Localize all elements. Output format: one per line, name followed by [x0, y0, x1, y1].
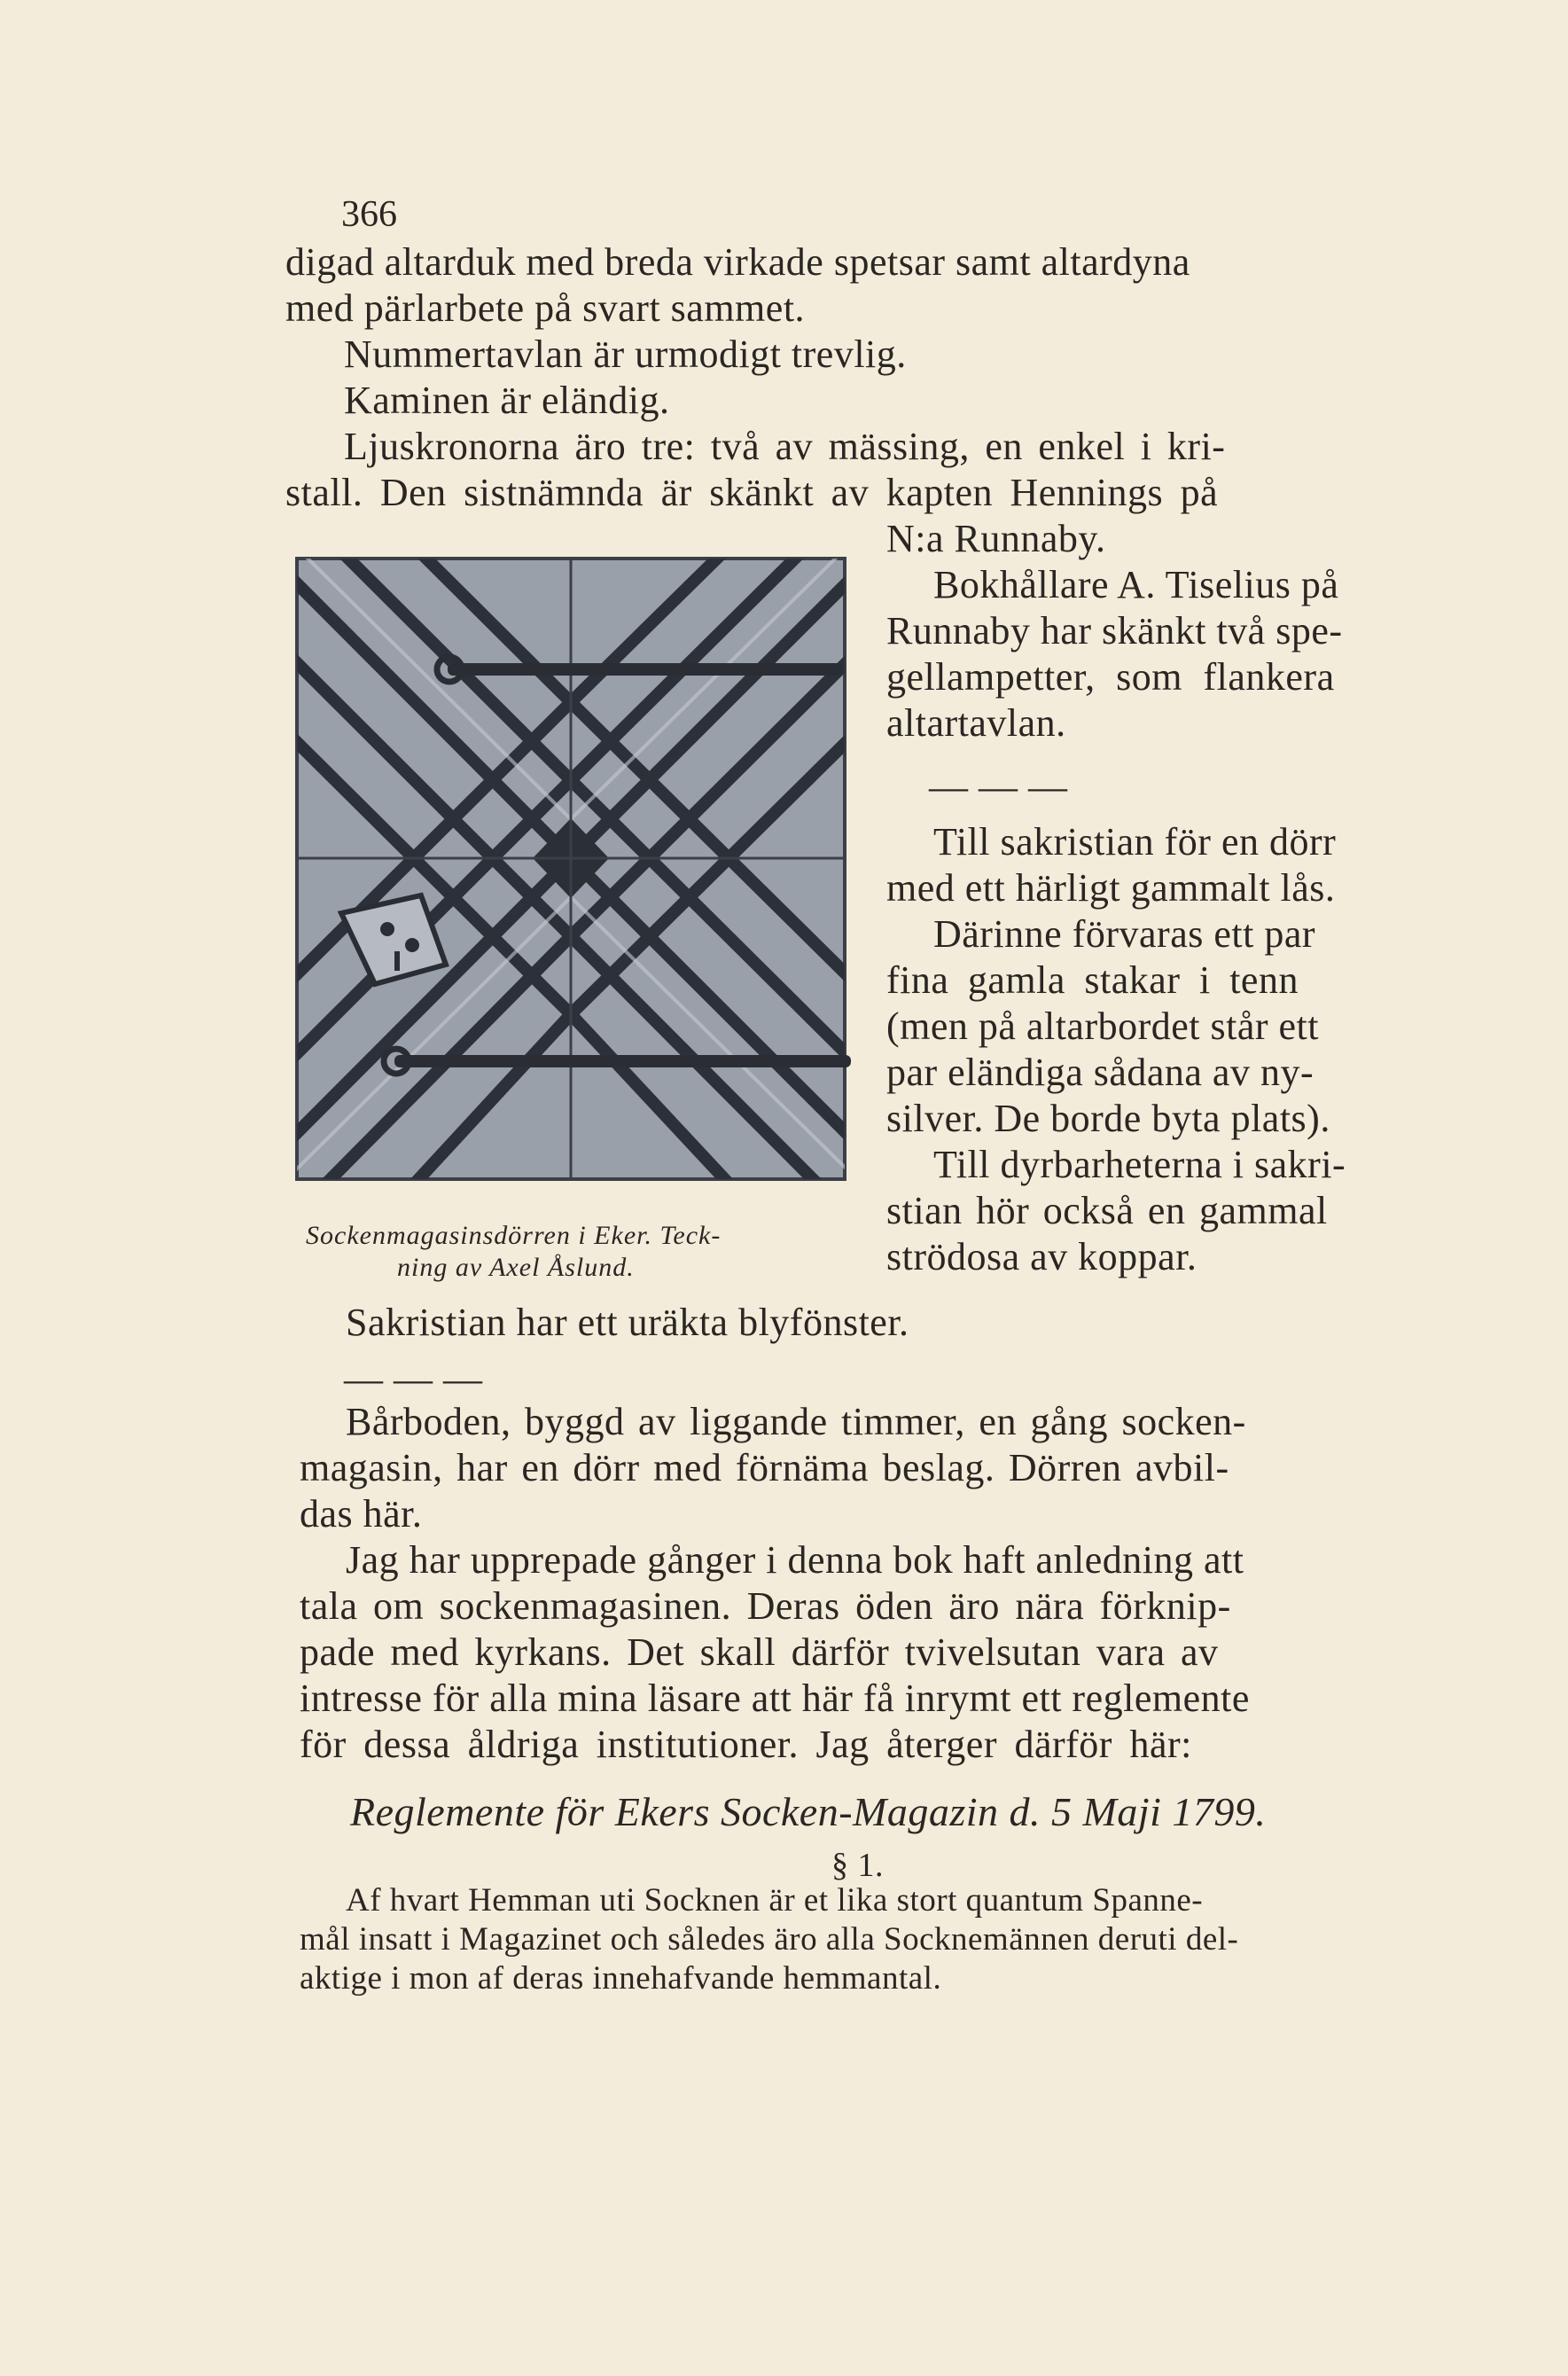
door-illustration	[288, 548, 855, 1195]
text-line: das här.	[300, 1492, 423, 1536]
text-line: Till dyrbarheterna i sakri-	[933, 1143, 1346, 1186]
separator: — — —	[344, 1357, 483, 1401]
door-drawing	[288, 548, 855, 1195]
text-line: med pärlarbete på svart sammet.	[285, 286, 806, 330]
text-line: gellampetter, som flankera	[886, 655, 1335, 699]
page-number: 366	[341, 194, 397, 235]
text-line: Runnaby har skänkt två spe-	[886, 609, 1343, 653]
text-line: altartavlan.	[886, 701, 1066, 745]
text-line: N:a Runnaby.	[886, 517, 1106, 560]
text-line: silver. De borde byta plats).	[886, 1097, 1330, 1140]
text-line: fina gamla stakar i tenn	[886, 958, 1299, 1002]
regulation-line: mål insatt i Magazinet och således äro alla Socknemännen deruti del-	[300, 1921, 1239, 1958]
text-line: stall. Den sistnämnda är skänkt av kapten Hennings på	[285, 471, 1219, 514]
text-line: med ett härligt gammalt lås.	[886, 866, 1336, 910]
text-line: digad altarduk med breda virkade spetsar samt altardyna	[285, 240, 1190, 284]
text-line: tala om sockenmagasinen. Deras öden äro nära förknip-	[300, 1584, 1231, 1628]
text-line: (men på altarbordet står ett	[886, 1004, 1320, 1048]
text-line: Till sakristian för en dörr	[933, 820, 1337, 864]
figure-caption: Sockenmagasinsdörren i Eker. Teck-	[306, 1221, 722, 1250]
text-line: pade med kyrkans. Det skall därför tvivelsutan vara av	[300, 1630, 1219, 1674]
section-mark: § 1.	[831, 1847, 884, 1884]
text-line: stian hör också en gammal	[886, 1189, 1328, 1232]
text-line: Nummertavlan är urmodigt trevlig.	[344, 332, 907, 376]
text-line: intresse för alla mina läsare att här få inrymt ett reglemente	[300, 1676, 1250, 1720]
regulation-title: Reglemente för Ekers Socken-Magazin d. 5 Maji 1799.	[350, 1789, 1267, 1834]
regulation-line: aktige i mon af deras innehafvande hemmantal.	[300, 1960, 942, 1997]
text-line: Bårboden, byggd av liggande timmer, en gång socken-	[346, 1400, 1246, 1443]
text-line: strödosa av koppar.	[886, 1235, 1197, 1278]
text-line: Bokhållare A. Tiselius på	[933, 563, 1339, 606]
text-line: magasin, har en dörr med förnäma beslag. Dörren avbil-	[300, 1446, 1229, 1489]
figure-caption: ning av Axel Åslund.	[397, 1253, 635, 1282]
text-line: Ljuskronorna äro tre: två av mässing, en enkel i kri-	[344, 425, 1226, 468]
text-line: Därinne förvaras ett par	[933, 912, 1316, 956]
text-line: Sakristian har ett uräkta blyfönster.	[346, 1301, 909, 1344]
regulation-line: Af hvart Hemman uti Socknen är et lika stort quantum Spanne-	[346, 1882, 1204, 1919]
text-line: par eländiga sådana av ny-	[886, 1051, 1314, 1094]
separator: — — —	[929, 765, 1068, 809]
text-line: Jag har upprepade gånger i denna bok haft anledning att	[346, 1538, 1244, 1582]
text-line: för dessa åldriga institutioner. Jag återger därför här:	[300, 1723, 1192, 1766]
text-line: Kaminen är eländig.	[344, 379, 670, 422]
